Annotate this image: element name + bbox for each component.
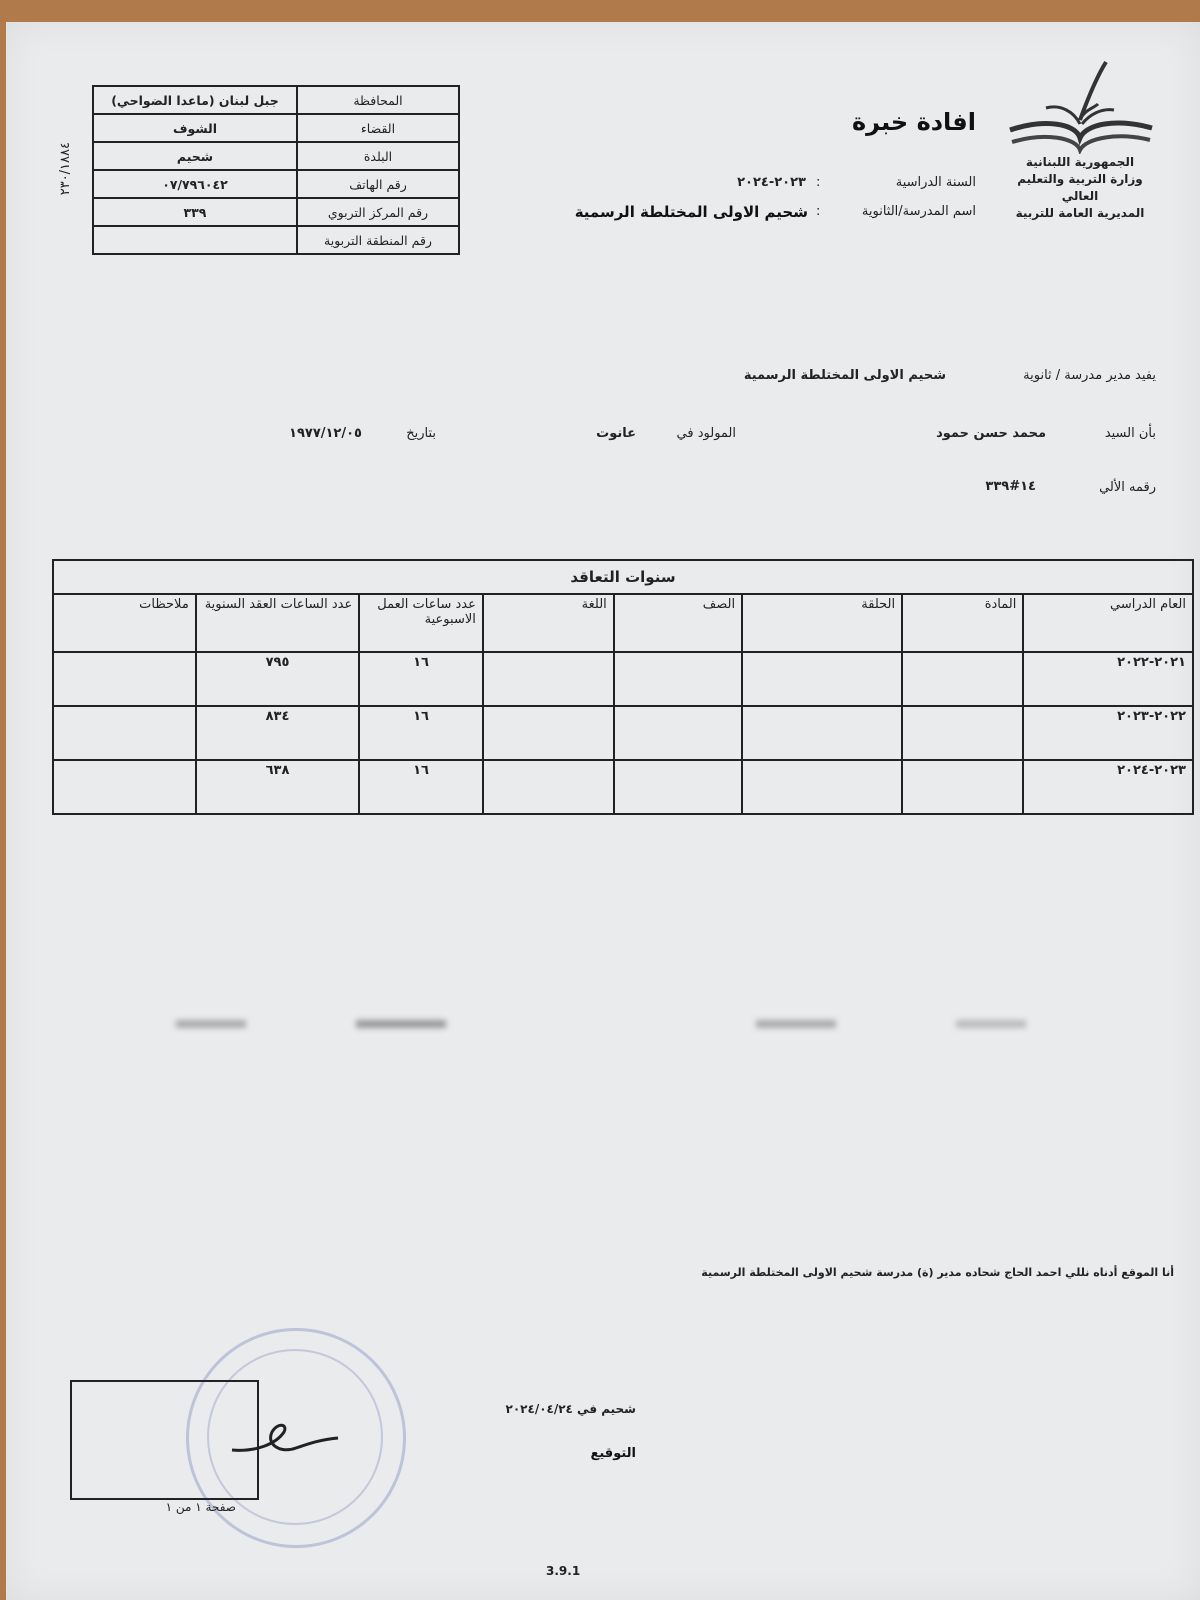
info-label: رقم الهاتف (297, 170, 459, 198)
school-name-label: اسم المدرسة/الثانوية (861, 204, 976, 219)
cell-notes (53, 760, 196, 814)
cell-notes (53, 652, 196, 706)
ministry-name (1000, 154, 1160, 222)
cell-subject (902, 652, 1023, 706)
cell-language (483, 760, 614, 814)
cell-subject (902, 760, 1023, 814)
ministry-line: المديرية العامة للتربية (1015, 206, 1145, 220)
info-row (93, 142, 459, 170)
auto-number-label: رقمه الألي (1099, 480, 1156, 495)
info-row (93, 226, 459, 254)
table-row (53, 652, 1193, 706)
signature-label: التوقيع (590, 1446, 636, 1461)
info-value: الشوف (93, 114, 297, 142)
cell-weekly-hours: ١٦ (359, 760, 483, 814)
cell-year: ٢٠٢٢-٢٠٢٣ (1023, 706, 1193, 760)
director-statement: أنا الموقع أدناه نللي احمد الحاج شحاده مدير (ة) مدرسة شحيم الاولى المختلطة الرسمية (701, 1266, 1174, 1279)
person-name: محمد حسن حمود (936, 426, 1046, 441)
contract-column-header: ملاحظات (53, 594, 196, 652)
contract-column-header: عدد الساعات العقد السنوية (196, 594, 359, 652)
cell-grade (614, 760, 742, 814)
contract-column-header: الحلقة (742, 594, 902, 652)
cell-year: ٢٠٢١-٢٠٢٢ (1023, 652, 1193, 706)
info-table (92, 85, 460, 255)
cell-notes (53, 706, 196, 760)
info-label: رقم المنطقة التربوية (297, 226, 459, 254)
cell-annual-hours: ٦٣٨ (196, 760, 359, 814)
place-date: شحيم في ٢٠٢٤/٠٤/٢٤ (505, 1402, 636, 1416)
table-row (53, 760, 1193, 814)
cell-cycle (742, 652, 902, 706)
birth-place: عانوت (596, 426, 636, 441)
table-row (53, 706, 1193, 760)
side-reference: ٢٣٠/١٨٨٤ (58, 142, 73, 196)
cell-cycle (742, 706, 902, 760)
date-label: بتاريخ (406, 426, 436, 441)
contract-column-header: عدد ساعات العمل الاسبوعية (359, 594, 483, 652)
birth-date: ١٩٧٧/١٢/٠٥ (289, 426, 362, 441)
info-row (93, 198, 459, 226)
cell-cycle (742, 760, 902, 814)
info-value: ٣٣٩ (93, 198, 297, 226)
document-page (6, 22, 1200, 1600)
version-label: 3.9.1 (546, 1564, 581, 1578)
ministry-line: وزارة التربية والتعليم العالي (1017, 172, 1143, 203)
info-row (93, 170, 459, 198)
info-value: جبل لبنان (ماعدا الضواحي) (93, 86, 297, 114)
info-row (93, 114, 459, 142)
info-label: البلدة (297, 142, 459, 170)
school-year-label: السنة الدراسية (895, 175, 976, 190)
contract-table-title: سنوات التعاقد (53, 560, 1193, 594)
redacted-line (166, 1014, 1046, 1034)
issuer-school: شحيم الاولى المختلطة الرسمية (743, 368, 946, 383)
info-value: شحيم (93, 142, 297, 170)
cell-year: ٢٠٢٣-٢٠٢٤ (1023, 760, 1193, 814)
mr-label: بأن السيد (1104, 426, 1156, 441)
cell-subject (902, 706, 1023, 760)
info-label: المحافظة (297, 86, 459, 114)
ministry-logo-icon (1006, 58, 1156, 154)
info-label: القضاء (297, 114, 459, 142)
colon: : (816, 204, 821, 219)
info-value: ٠٧/٧٩٦٠٤٢ (93, 170, 297, 198)
contract-column-header: العام الدراسي (1023, 594, 1193, 652)
cell-annual-hours: ٧٩٥ (196, 652, 359, 706)
info-row (93, 86, 459, 114)
cell-annual-hours: ٨٣٤ (196, 706, 359, 760)
signature-icon (226, 1414, 346, 1464)
contract-column-header: اللغة (483, 594, 614, 652)
ministry-line: الجمهورية اللبنانية (1025, 155, 1135, 169)
school-name-value: شحيم الاولى المختلطة الرسمية (574, 203, 808, 221)
school-year-value: ٢٠٢٣-٢٠٢٤ (737, 175, 806, 190)
info-label: رقم المركز التربوي (297, 198, 459, 226)
auto-number: ١٤#٣٣٩ (985, 479, 1036, 494)
colon: : (816, 175, 821, 190)
born-in-label: المولود في (676, 426, 736, 441)
cell-weekly-hours: ١٦ (359, 706, 483, 760)
cell-grade (614, 652, 742, 706)
cell-weekly-hours: ١٦ (359, 652, 483, 706)
page-label: صفحة ١ من ١ (165, 1500, 236, 1514)
contract-column-header: المادة (902, 594, 1023, 652)
cell-language (483, 652, 614, 706)
contract-table (52, 559, 1194, 815)
info-value (93, 226, 297, 254)
cell-language (483, 706, 614, 760)
contract-column-header: الصف (614, 594, 742, 652)
issuer-label: يفيد مدير مدرسة / ثانوية (1023, 368, 1156, 383)
document-title: افادة خبرة (852, 108, 976, 136)
cell-grade (614, 706, 742, 760)
